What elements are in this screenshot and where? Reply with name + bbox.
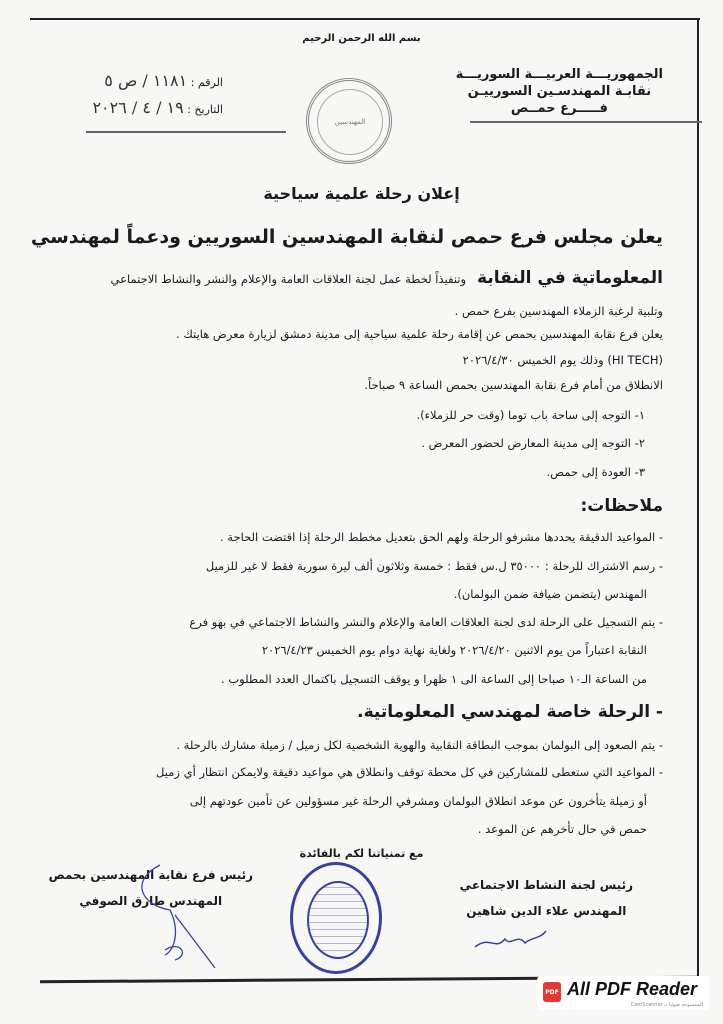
body-line-4: (HI TECH) وذلك يوم الخميس ٢٠٢٦/٤/٣٠ (462, 353, 663, 367)
body-line-3: يعلن فرع نقابة المهندسين بحمص عن إقامة رحلة علمية سياحية إلى مدينة دمشق لزيارة معرض هايتك . (176, 327, 663, 341)
org-line-2: نقابـة المهندسـين السورييـن (467, 84, 652, 99)
notes-heading: ملاحظات: (580, 496, 663, 516)
note-item: - المواعيد الدقيقة يحددها مشرفو الرحلة ولهم الحق بتعديل مخطط الرحلة إذا اقتضت الحاجة . (220, 530, 663, 544)
frame-border-top (30, 18, 700, 20)
body-line-2: وتلبية لرغبة الزملاء المهندسين بفرع حمص . (454, 304, 663, 318)
body-line-1-rest: وتنفيذاً لخطة عمل لجنة العلاقات العامة والإعلام والنشر والنشاط الاجتماعي (110, 272, 467, 286)
logo-text: المهندسين (317, 89, 383, 155)
body-line-5: الانطلاق من أمام فرع نقابة المهندسين بحمص الساعة ٩ صباحاً. (364, 378, 663, 392)
reference-block (92, 68, 223, 122)
signatory-title: رئيس فرع نقابة المهندسين بحمص (48, 868, 253, 882)
signatory-name: المهندس طارق الصوفي (79, 894, 223, 908)
handwritten-signature-left (120, 860, 220, 970)
special-item-continued: أو زميلة يتأخرون عن موعد انطلاق البولمان ومشرفي الرحلة غير مسؤولين عن تأمين عودتهم إلى (189, 794, 647, 808)
special-item-continued: حمص في حال تأخرهم عن الموعد . (477, 822, 647, 836)
headline-continued: المعلوماتية في النقابة (477, 268, 663, 288)
basmala: بسم الله الرحمن الرحيم (302, 33, 421, 44)
body-line-1 (111, 268, 663, 288)
note-item: - يتم التسجيل على الرحلة لدى لجنة العلاقات العامة والإعلام والنشر والنشاط الاجتماعي في بهو فرع (189, 615, 663, 629)
app-watermark (537, 976, 709, 1010)
special-heading: - الرحلة خاصة لمهندسي المعلوماتية. (357, 702, 663, 722)
date-value: ١٩ / ٤ / ٢٠٢٦ (92, 98, 184, 117)
note-item-continued: من الساعة الـ١٠ صباحا إلى الساعة الى ١ ظهرا و يوقف التسجيل باكتمال العدد المطلوب . (221, 672, 647, 686)
frame-border-right (697, 18, 699, 986)
header-rule-left (86, 131, 286, 133)
document-title: إعلان رحلة علمية سياحية (263, 184, 460, 203)
signature-block-right (460, 872, 633, 924)
official-stamp (290, 862, 382, 974)
ref-label: الرقم : (190, 76, 223, 89)
signatory-name: المهندس علاء الدين شاهين (466, 904, 627, 918)
handwritten-signature-right (470, 925, 550, 955)
note-item-continued: المهندس (يتضمن ضيافة ضمن البولمان). (453, 587, 647, 601)
pdf-icon: PDF (543, 982, 561, 1002)
watermark-app-name: All PDF Reader (567, 979, 698, 999)
organization-header (456, 66, 663, 117)
org-line-3: فـــــرع حمــص (510, 101, 608, 116)
signatory-title: رئيس لجنة النشاط الاجتماعي (459, 878, 633, 892)
headline: يعلن مجلس فرع حمص لنقابة المهندسين السوريين ودعماً لمهندسي (30, 226, 663, 248)
special-item: - المواعيد التي ستعطى للمشاركين في كل محطة توقف وانطلاق هي مواعيد دقيقة ولايمكن انتظار أي زميل (156, 765, 663, 779)
ref-value: ١١٨١ / ص ٥ (104, 71, 188, 90)
watermark-sub: CamScanner الممسوحة ضوئيا بـ (630, 1002, 703, 1008)
step-3: ٣- العودة إلى حمص. (546, 465, 645, 479)
syndicate-logo (306, 78, 392, 164)
stamp-emblem (307, 881, 369, 959)
date-label: التاريخ : (187, 103, 223, 116)
closing-text: مع تمنياتنا لكم بالفائدة (299, 847, 424, 860)
org-line-1: الجمهوريـــة العربيـــة السوريـــة (455, 67, 663, 82)
step-2: ٢- التوجه إلى مدينة المعارض لحضور المعرض . (421, 436, 645, 450)
note-item: - رسم الاشتراك للرحلة : ٣٥٠٠٠ ل.س فقط : خمسة وثلاثون ألف ليرة سورية فقط لا غير للزميل (205, 559, 663, 573)
step-1: ١- التوجه إلى ساحة باب توما (وقت حر للزملاء). (416, 408, 645, 422)
special-item: - يتم الصعود إلى البولمان بموجب البطاقة النقابية والهوية الشخصية لكل زميل / زميلة مشارك بالرحلة . (176, 738, 663, 752)
header-rule-right (470, 121, 702, 123)
note-item-continued: النقابة اعتباراً من يوم الاثنين ٢٠٢٦/٤/٢٠ ولغاية نهاية دوام يوم الخميس ٢٠٢٦/٤/٢٣ (261, 643, 647, 657)
